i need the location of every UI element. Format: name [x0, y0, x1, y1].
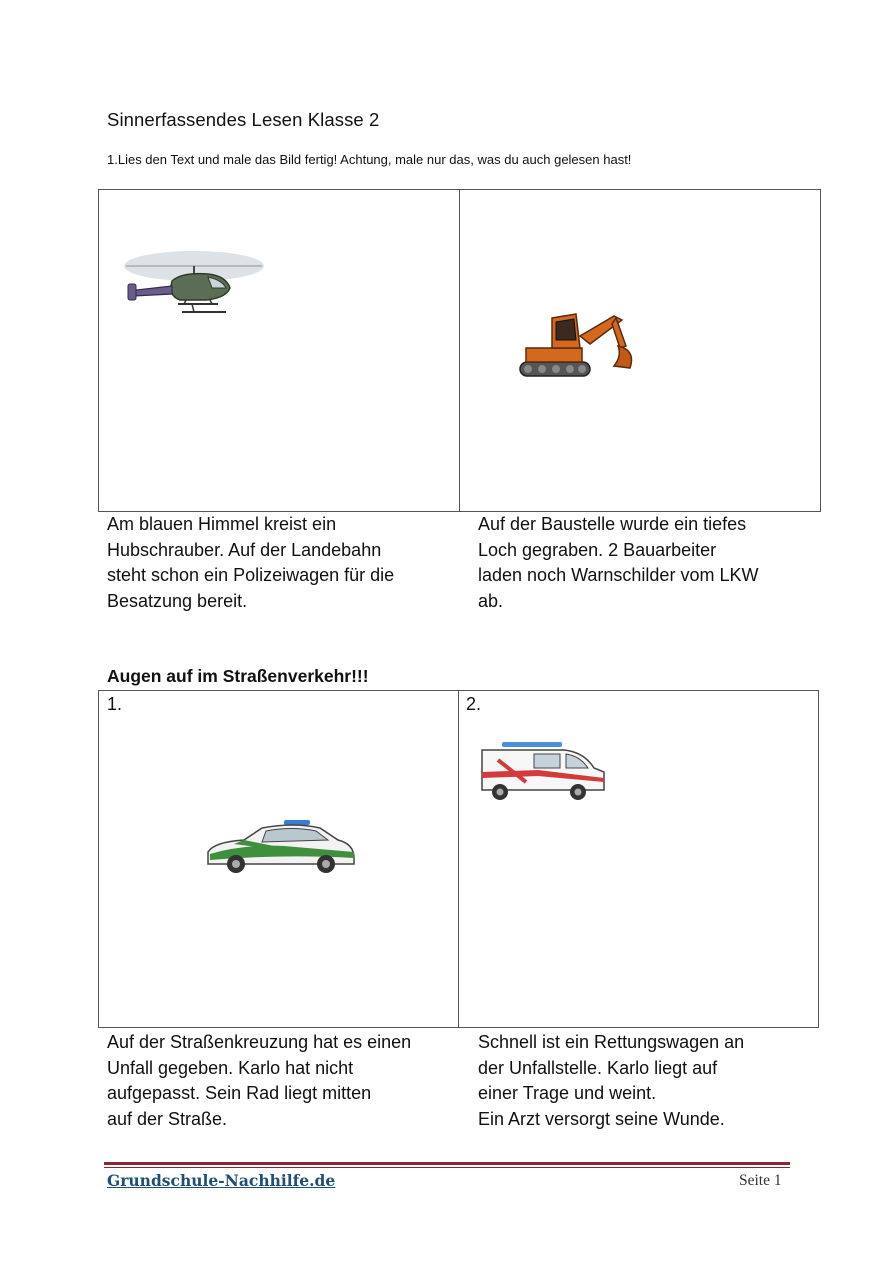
box-number-2: 2. — [466, 694, 482, 714]
instruction-text: 1.Lies den Text und male das Bild fertig! Achtung, male nur das, was du auch gelesen hast! — [107, 152, 632, 167]
footer-rule-thin — [104, 1167, 790, 1168]
task1-left-text: Am blauen Himmel kreist ein Hubschrauber. Auf der Landebahn steht schon ein Polizeiwagen für die Besatzung bereit. — [107, 514, 395, 611]
footer-site-link[interactable]: Grundschule-Nachhilfe.de — [107, 1171, 336, 1190]
excavator-icon — [518, 310, 638, 380]
page-number: Seite 1 — [739, 1172, 782, 1189]
drawing-box-right-1[interactable] — [459, 189, 821, 512]
page-title: Sinnerfassendes Lesen Klasse 2 — [107, 109, 380, 130]
box-number-1: 1. — [107, 694, 123, 714]
helicopter-icon — [122, 246, 268, 322]
police-car-icon — [204, 818, 358, 878]
ambulance-icon — [478, 740, 608, 804]
task2-right-text: Schnell ist ein Rettungswagen an der Unfallstelle. Karlo liegt auf einer Trage und weint. Ein Arzt versorgt seine Wunde. — [478, 1032, 745, 1129]
task1-right-text: Auf der Baustelle wurde ein tiefes Loch gegraben. 2 Bauarbeiter laden noch Warnschilder vom LKW ab. — [478, 514, 759, 611]
task2-left-text: Auf der Straßenkreuzung hat es einen Unfall gegeben. Karlo hat nicht aufgepasst. Sein Rad liegt mitten auf der Straße. — [107, 1032, 412, 1129]
footer-rule — [104, 1162, 790, 1165]
drawing-box-left-1[interactable] — [98, 189, 460, 512]
section-heading: Augen auf im Straßenverkehr!!! — [107, 666, 369, 686]
